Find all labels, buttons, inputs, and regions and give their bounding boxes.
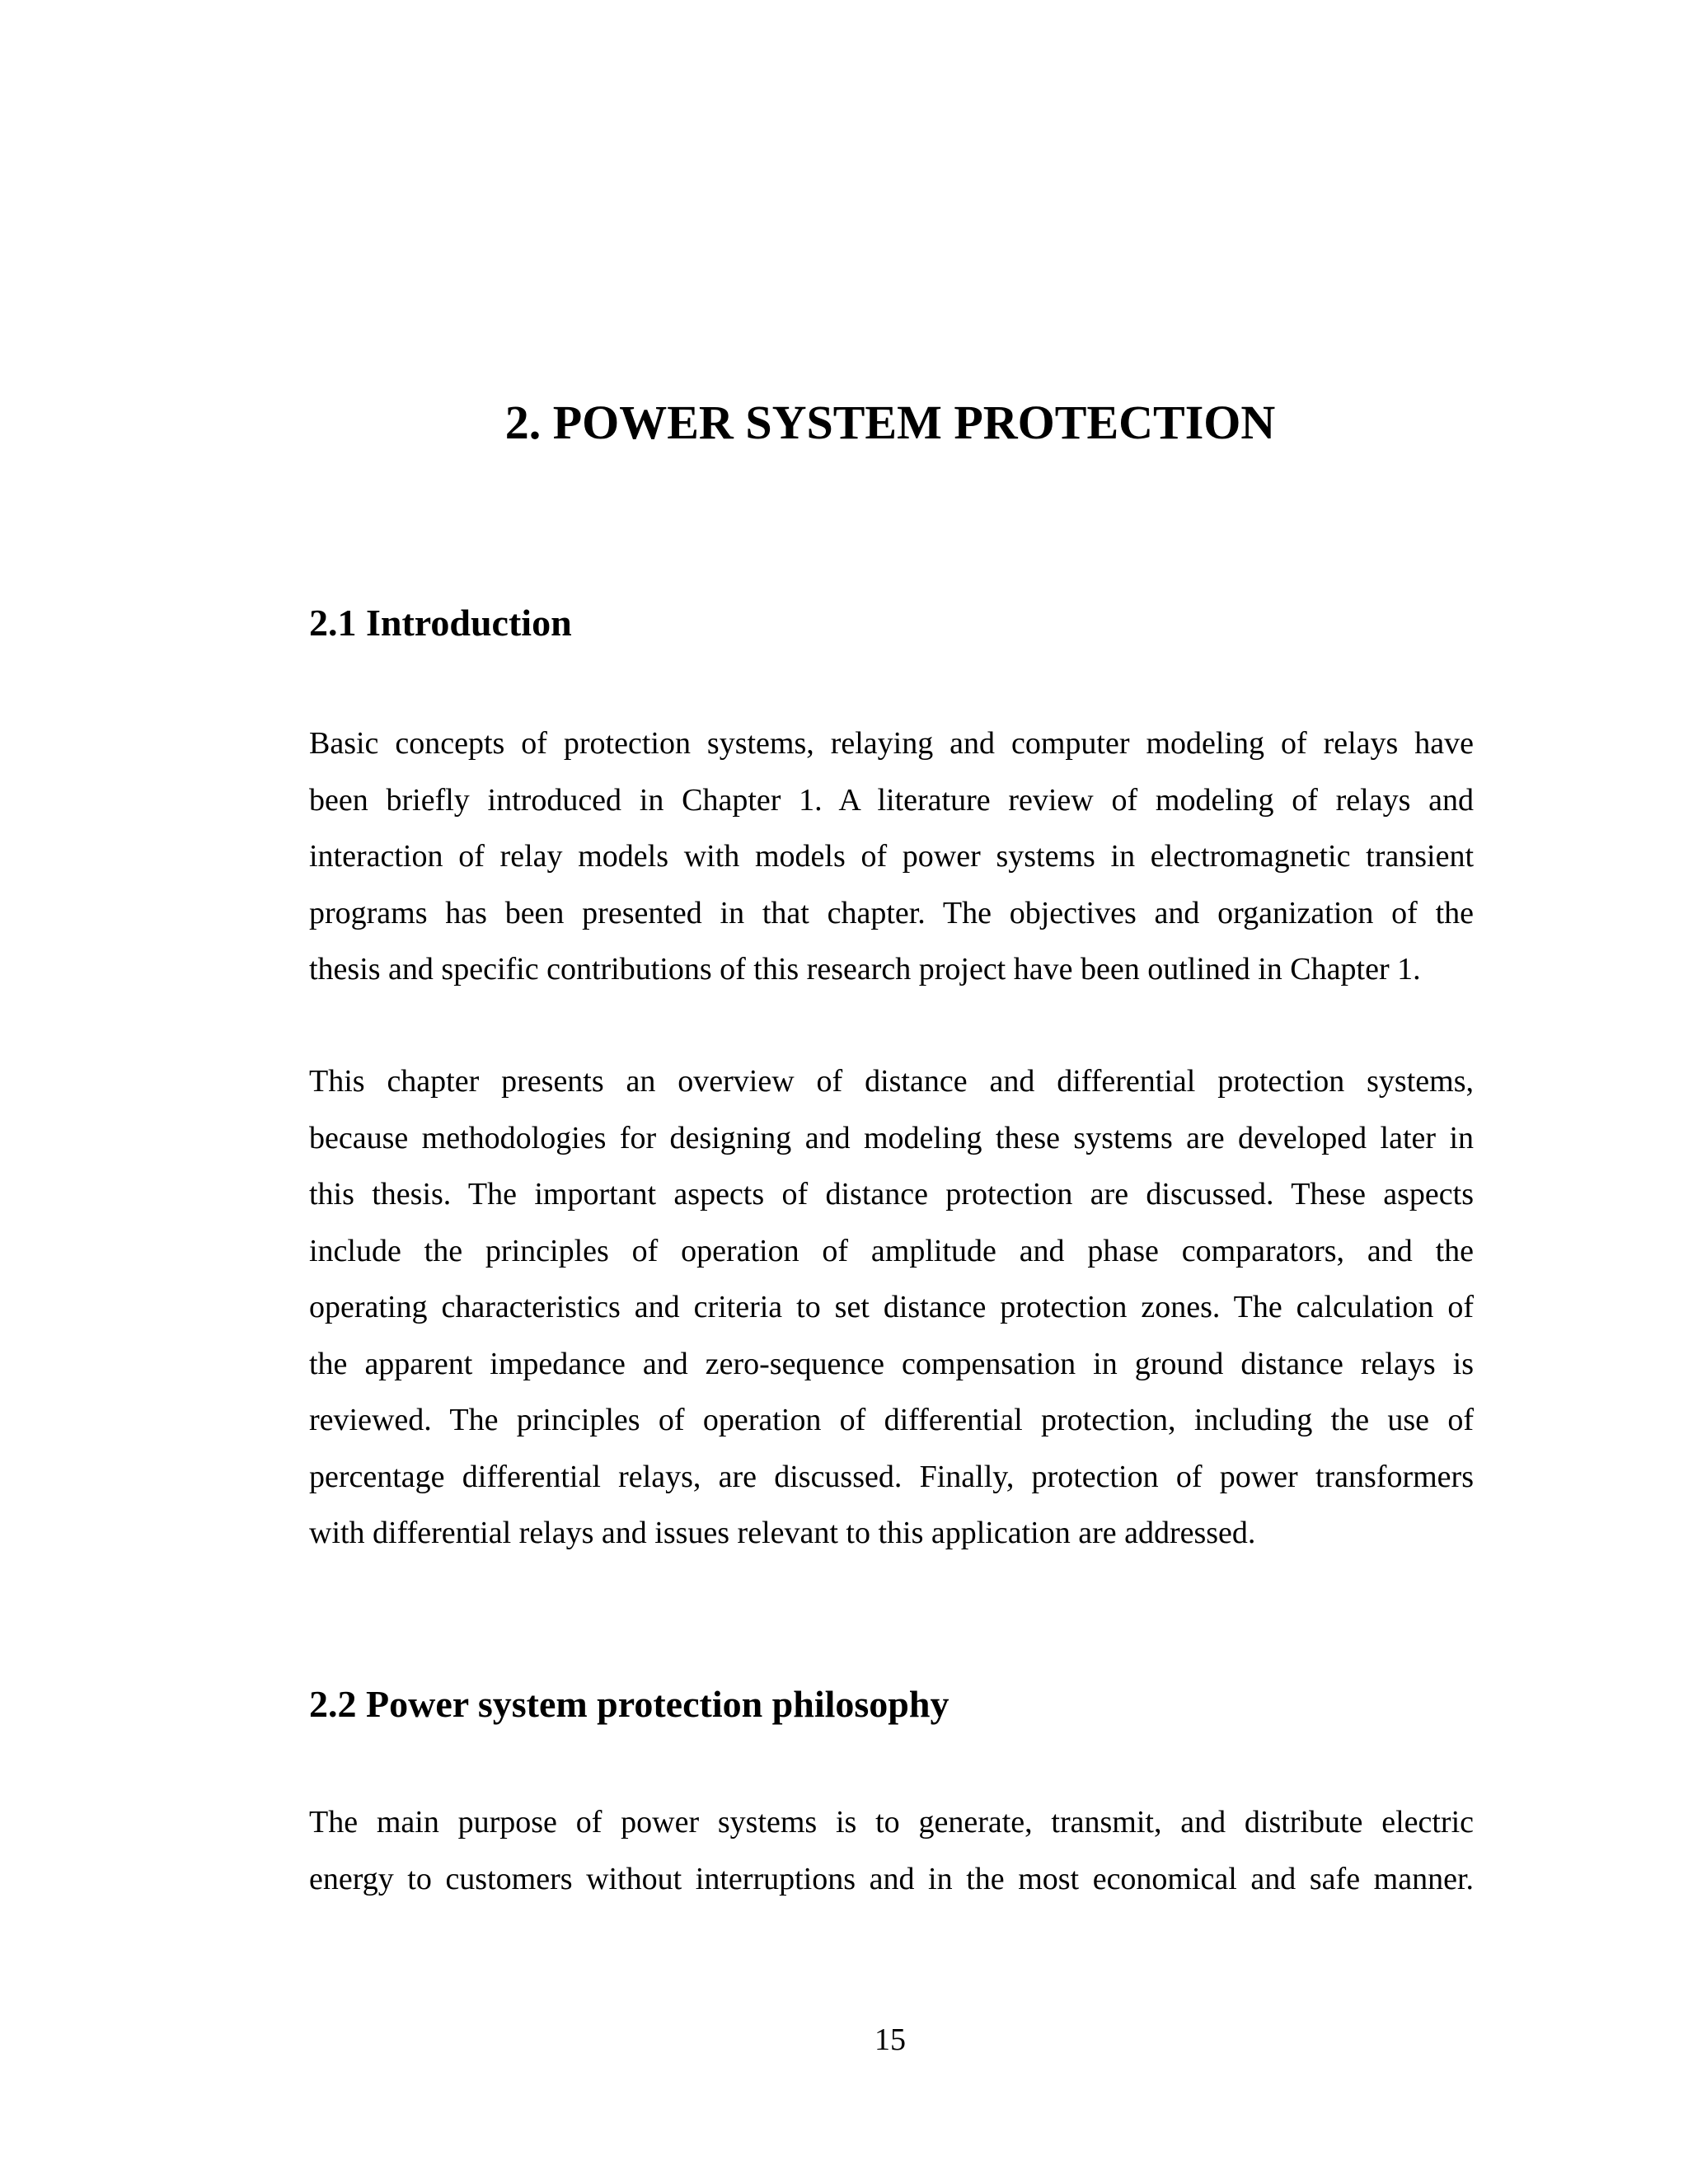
text-line: interaction of relay models with models of power systems in electromagnetic transient [309, 839, 1474, 874]
text-line: thesis and specific contributions of this research project have been outlined in Chapter 1. [309, 952, 1421, 987]
section-heading-protection-philosophy: 2.2 Power system protection philosophy [309, 1683, 950, 1725]
chapter-title: 2. POWER SYSTEM PROTECTION [504, 396, 1276, 449]
text-line: been briefly introduced in Chapter 1. A literature review of modeling of relays and [309, 782, 1474, 818]
paragraph-philosophy-1 [309, 1794, 1474, 1907]
paragraph-intro-2 [309, 1053, 1474, 1562]
section-heading-introduction: 2.1 Introduction [309, 602, 572, 644]
text-line: percentage differential relays, are discussed. Finally, protection of power transformers [309, 1459, 1474, 1494]
text-line: The main purpose of power systems is to generate, transmit, and distribute electric [309, 1805, 1474, 1840]
text-line: reviewed. The principles of operation of differential protection, including the use of [309, 1403, 1474, 1437]
text-line: include the principles of operation of amplitude and phase comparators, and the [309, 1233, 1474, 1268]
text-line: with differential relays and issues relevant to this application are addressed. [309, 1516, 1256, 1550]
page-number: 15 [874, 2022, 906, 2057]
text-line: programs has been presented in that chapter. The objectives and organization of the [309, 895, 1474, 930]
text-line: because methodologies for designing and modeling these systems are developed later in [309, 1120, 1474, 1155]
text-line: Basic concepts of protection systems, relaying and computer modeling of relays have [309, 726, 1474, 761]
text-line: This chapter presents an overview of distance and differential protection systems, [309, 1064, 1474, 1099]
paragraph-intro-1 [309, 715, 1474, 998]
text-line: the apparent impedance and zero-sequence compensation in ground distance relays is [309, 1346, 1474, 1381]
text-line: energy to customers without interruptions and in the most economical and safe manner. [309, 1861, 1474, 1896]
text-line: this thesis. The important aspects of distance protection are discussed. These aspects [309, 1177, 1474, 1212]
text-line: operating characteristics and criteria to set distance protection zones. The calculation of [309, 1290, 1474, 1324]
